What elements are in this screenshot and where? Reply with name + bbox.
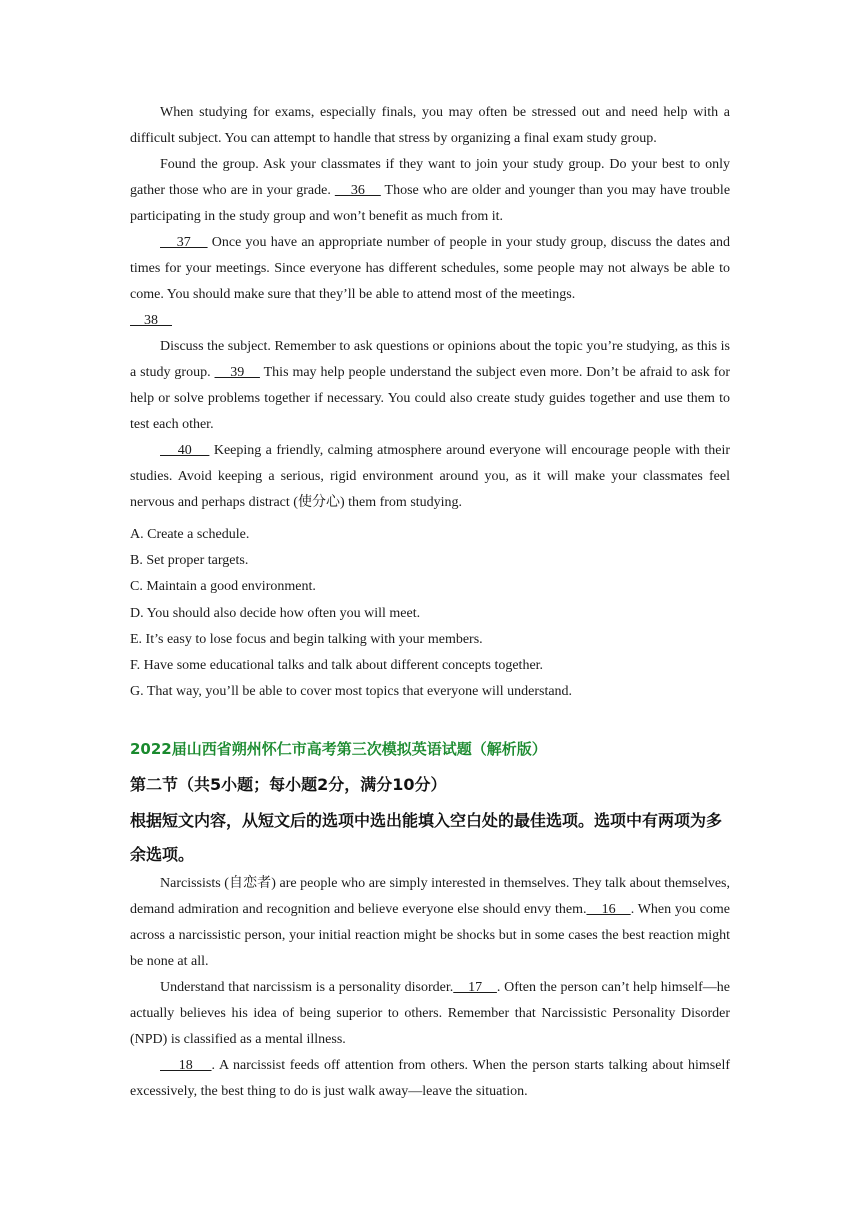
option-b: B. Set proper targets. xyxy=(130,553,249,569)
passage-1 xyxy=(130,100,730,516)
paragraph-40: 40 Keeping a friendly, calming atmosphere around everyone will encourage people with their studies. Avoid keeping a serious, rigid environment around you, as it will make your classmates feel nervous and perhaps distract (使分心) them from studying. xyxy=(130,443,731,510)
blank-16[interactable]: 16 xyxy=(586,902,631,917)
blank-18[interactable]: 18 xyxy=(160,1058,212,1073)
option-a: A. Create a schedule. xyxy=(130,527,250,542)
option-g: G. That way, you’ll be able to cover most topics that everyone will understand. xyxy=(130,684,573,700)
option-e: E. It’s easy to lose focus and begin talking with your members. xyxy=(130,631,483,647)
blank-17[interactable]: 17 xyxy=(453,980,497,995)
blank-37[interactable]: 37 xyxy=(160,235,208,250)
paragraph-37: 37 Once you have an appropriate number of people in your study group, discuss the dates and times for your meetings. Since everyone has different schedules, some people may not always be able to come. You should make sure that they’ll be able to attend most of the meetings. xyxy=(130,235,730,302)
option-d: D. You should also decide how often you will meet. xyxy=(130,605,421,621)
paragraph-understand: Understand that narcissism is a personality disorder. 17 . Often the person can’t help himself—he actually believes his idea of being superior to others. Remember that Narcissistic Personality Disorder (NPD) is classified as a mental illness. xyxy=(130,980,731,1047)
paragraph-intro: When studying for exams, especially finals, you may often be stressed out and need help with a difficult subject. You can attempt to handle that stress by organizing a final exam study group. xyxy=(130,105,730,146)
paragraph-18: 18 . A narcissist feeds off attention from others. When the person starts talking about himself excessively, the best thing to do is just walk away—leave the situation. xyxy=(130,1058,731,1099)
paragraph-narcissists: Narcissists (自恋者) are people who are simply interested in themselves. They talk about themselves, demand admiration and recognition and believe everyone else should envy them. 16 . When you come across a narcissistic person, your initial reaction might be shocks but in some cases the best reaction might be none at all. xyxy=(130,876,731,969)
option-f: F. Have some educational talks and talk about different concepts together. xyxy=(130,658,544,674)
options-list xyxy=(130,522,730,705)
blank-40[interactable]: 40 xyxy=(160,443,210,458)
paragraph-38 xyxy=(130,308,730,334)
blank-39[interactable]: 39 xyxy=(214,365,260,380)
source-title: 2022届山西省朔州怀仁市高考第三次模拟英语试题（解析版） xyxy=(130,740,547,758)
option-c: C. Maintain a good environment. xyxy=(130,579,316,595)
blank-36[interactable]: 36 xyxy=(334,183,381,198)
paragraph-discuss: Discuss the subject. Remember to ask questions or opinions about the topic you’re studying, as this is a study group. 39 This may help people understand the subject even more. Don’t be afraid to ask for help or solve problems together if necessary. You could also create study guides together and use them to test each other. xyxy=(130,339,731,432)
blank-38[interactable]: 38 xyxy=(130,313,172,328)
part-title: 第二节（共5小题；每小题2分，满分10分） xyxy=(130,775,447,794)
paragraph-found-group: Found the group. Ask your classmates if they want to join your study group. Do your best to only gather those who are in your grade. 36 Those who are older and younger than you may have trouble participating in the study group and won’t benefit as much from it. xyxy=(130,157,731,224)
instructions: 根据短文内容，从短文后的选项中选出能填入空白处的最佳选项。选项中有两项为多余选项。 xyxy=(130,811,723,864)
passage-2 xyxy=(130,871,730,1105)
